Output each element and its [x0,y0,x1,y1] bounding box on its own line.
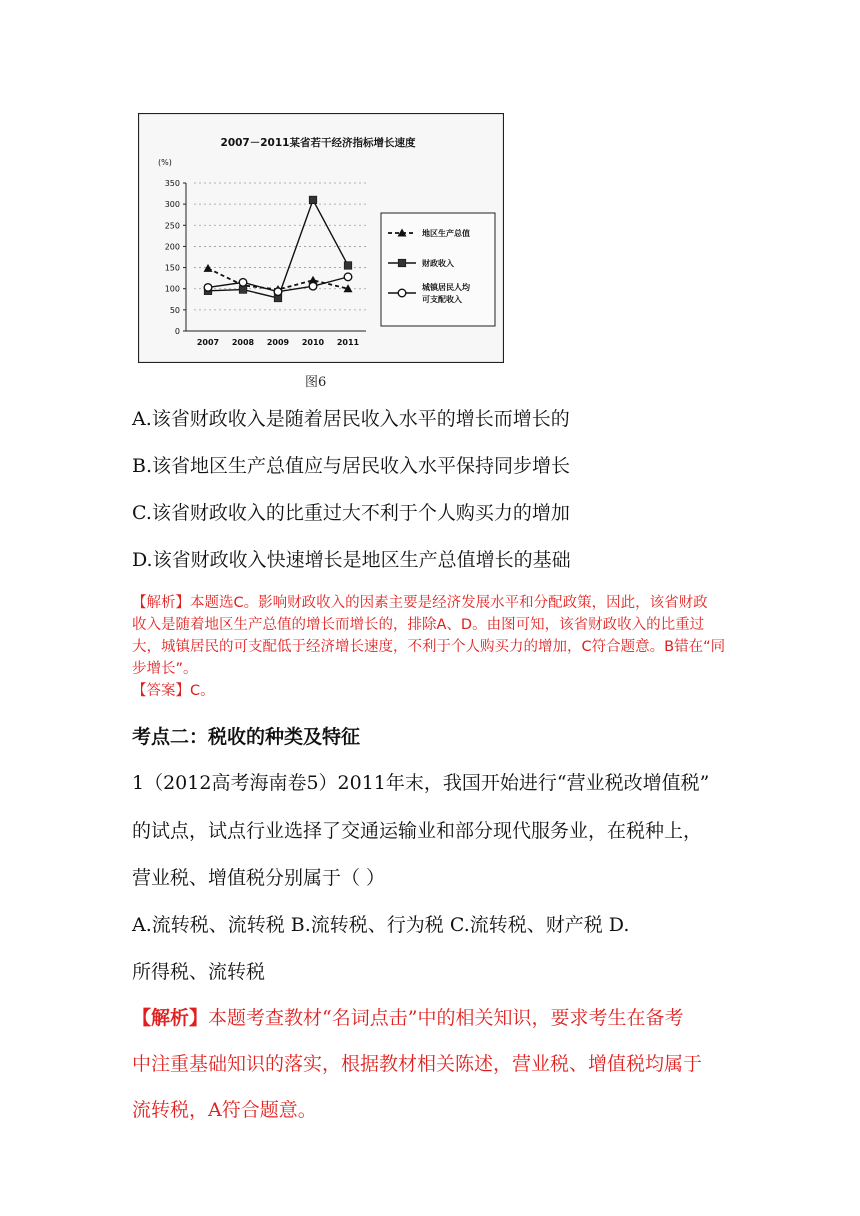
question-line: 营业税、增值税分别属于（ ） [132,867,386,889]
legend-label: 可支配收入 [422,295,462,304]
chart-title: 2007－2011某省若干经济指标增长速度 [220,137,416,149]
solution-text: 本题考查教材“名词点击”中的相关知识，要求考生在备考 [208,1007,684,1029]
legend-label: 城镇居民人均 [422,283,470,292]
analysis-line: 【解析】本题选C。影响财政收入的因素主要是经济发展水平和分配政策，因此，该省财政 [132,595,708,611]
figure-caption: 图6 [305,375,327,390]
x-tick-label: 2010 [301,338,325,347]
y-tick-label: 250 [164,221,180,231]
x-tick-label: 2011 [336,338,360,347]
y-tick-label: 0 [174,327,180,336]
y-tick-label: 200 [164,242,180,252]
data-point-series-3 [309,282,317,290]
y-tick-label: 100 [164,284,180,294]
y-tick-label: 350 [164,179,180,188]
data-point-series-3 [344,273,352,281]
legend-label: 财政收入 [422,259,454,268]
option-c: C.该省财政收入的比重过大不利于个人购买力的增加 [132,502,570,524]
y-tick-label: 150 [164,263,180,273]
chart-legend [381,213,495,326]
solution-line-1 [132,1006,683,1030]
analysis-line: 步增长”。 [132,661,198,677]
solution-line-3: 流转税，A符合题意。 [132,1099,317,1121]
data-point-series-2 [344,262,352,270]
legend-swatch-marker [398,289,406,297]
data-point-series-3 [204,284,212,292]
data-point-series-2 [309,196,317,204]
data-point-series-3 [274,288,282,296]
analysis-line: 收入是随着地区生产总值的增长而增长的，排除A、D。由图可知，该省财政收入的比重过 [132,617,705,633]
option-d: D.该省财政收入快速增长是地区生产总值增长的基础 [132,549,571,571]
legend-swatch-marker [398,259,406,267]
data-point-series-3 [239,279,247,287]
chart-ylabel: (%) [158,158,172,167]
answer-line: 【答案】C。 [132,683,215,699]
analysis-block [132,592,752,702]
option-a: A.该省财政收入是随着居民收入水平的增长而增长的 [132,408,570,430]
question-line: 的试点，试点行业选择了交通运输业和部分现代服务业，在税种上， [132,820,703,842]
question-options-line: A.流转税、流转税 B.流转税、行为税 C.流转税、财产税 D. [132,914,630,936]
option-b: B.该省地区生产总值应与居民收入水平保持同步增长 [132,455,571,477]
legend-label: 地区生产总值 [422,229,470,238]
y-tick-label: 300 [164,200,180,210]
solution-label: 【解析】 [132,1007,209,1029]
data-point-series-2 [239,286,247,294]
x-tick-label: 2008 [231,338,255,347]
y-tick-label: 50 [169,305,180,315]
line-chart-figure [138,113,504,363]
x-tick-label: 2007 [196,338,220,347]
question-line: 1（2012高考海南卷5）2011年末，我国开始进行“营业税改增值税” [132,772,710,794]
solution-line-2: 中注重基础知识的落实，根据教材相关陈述，营业税、增值税均属于 [132,1053,703,1075]
x-tick-label: 2009 [266,338,290,347]
question-options-line: 所得税、流转税 [132,961,266,983]
section-heading: 考点二：税收的种类及特征 [132,726,361,748]
analysis-line: 大，城镇居民的可支配低于经济增长速度，不利于个人购买力的增加，C符合题意。B错在“同 [132,639,726,655]
